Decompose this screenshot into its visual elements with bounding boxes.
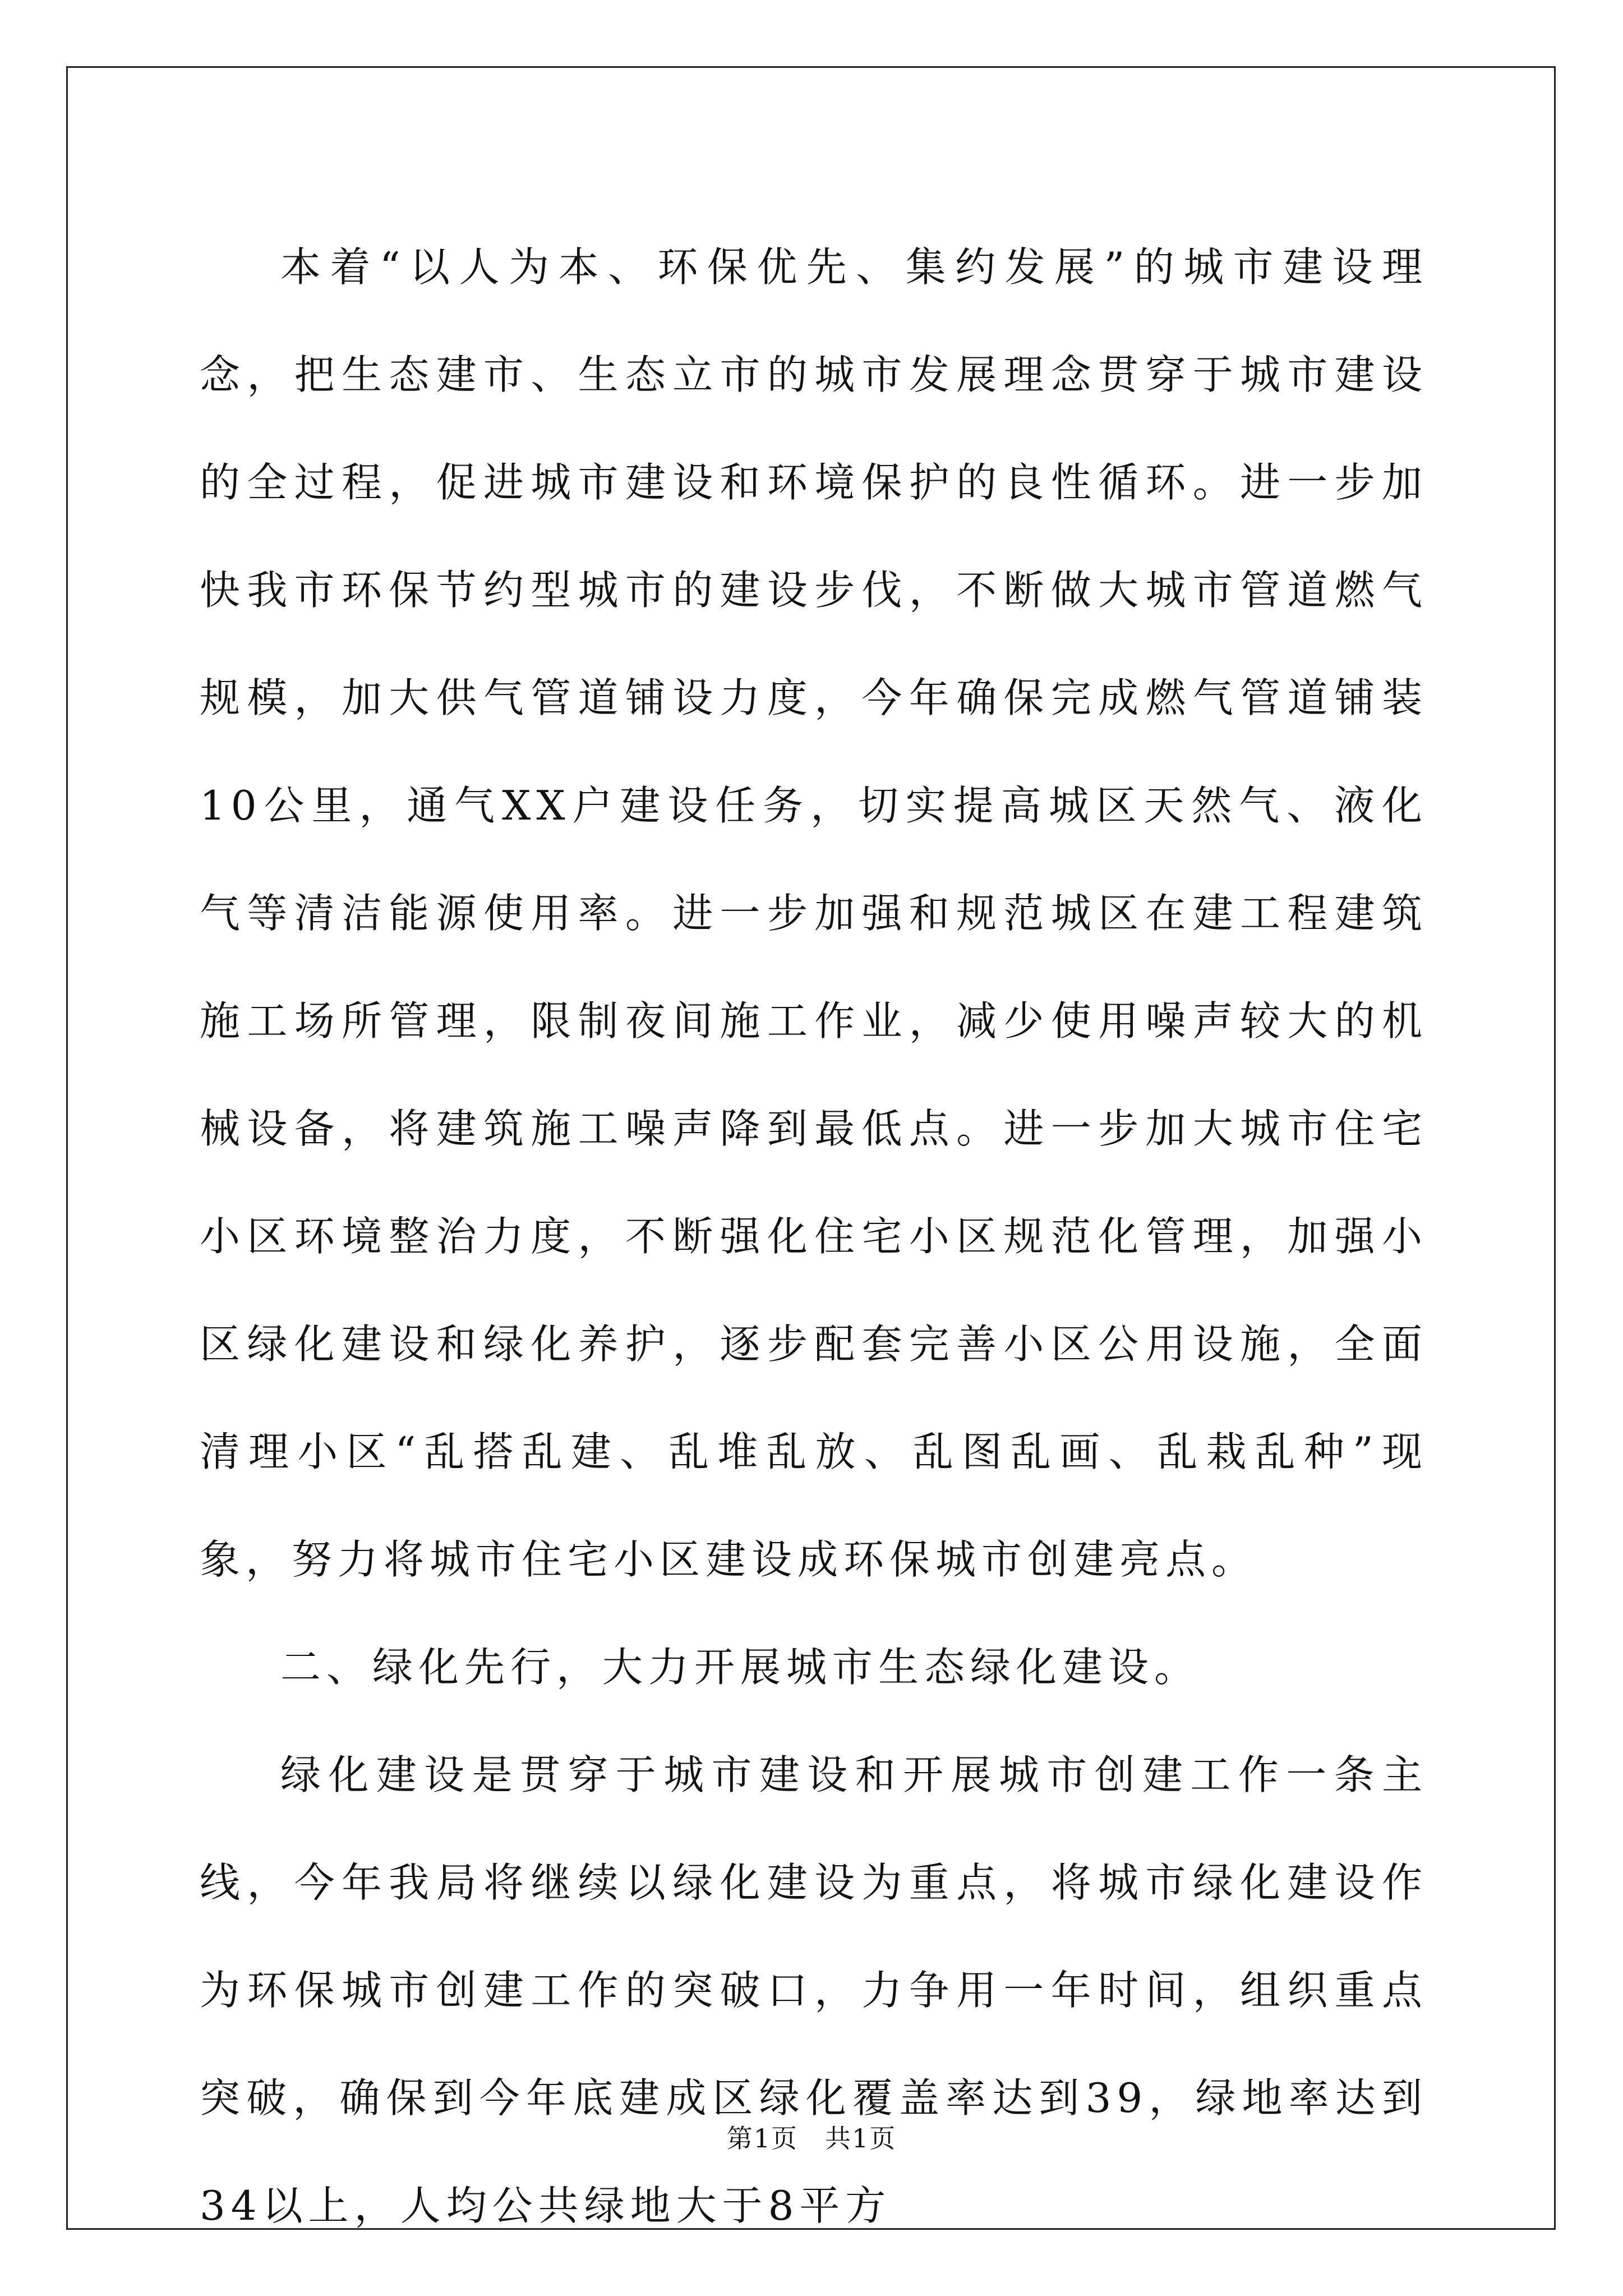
section-heading-2: 二、绿化先行，大力开展城市生态绿化建设。 <box>280 1644 1201 1691</box>
paragraph-1: 本着“以人为本、环保优先、集约发展”的城市建设理念，把生态建市、生态立市的城市发展理念贯穿于城市建设的全过程，促进城市建设和环境保护的良性循环。进一步加快我市环保节约型城市的建设步伐，不断做大城市管道燃气规模，加大供气管道铺设力度，今年确保完成燃气管道铺装10公里，通气XX户建设任务，切实提高城区天然气、液化气等清洁能源使用率。进一步加强和规范城区在建工程建筑施工场所管理，限制夜间施工作业，减少使用噪声较大的机械设备，将建筑施工噪声降到最低点。进一步加大城市住宅小区环境整治力度，不断强化住宅小区规范化管理，加强小区绿化建设和绿化养护，逐步配套完善小区公用设施，全面清理小区“乱搭乱建、乱堆乱放、乱图乱画、乱栽乱种”现象，努力将城市住宅小区建设成环保城市创建亮点。 <box>200 243 1428 1583</box>
paragraph-3: 绿化建设是贯穿于城市建设和开展城市创建工作一条主线，今年我局将继续以绿化建设为重点，将城市绿化建设作为环保城市创建工作的突破口，力争用一年时间，组织重点突破，确保到今年底建成区绿化覆盖率达到39，绿地率达到34以上，人均公共绿地大于8平方 <box>200 1751 1428 2229</box>
document-body <box>200 213 1428 2260</box>
page-number: 第1页 共1页 <box>726 2123 897 2154</box>
